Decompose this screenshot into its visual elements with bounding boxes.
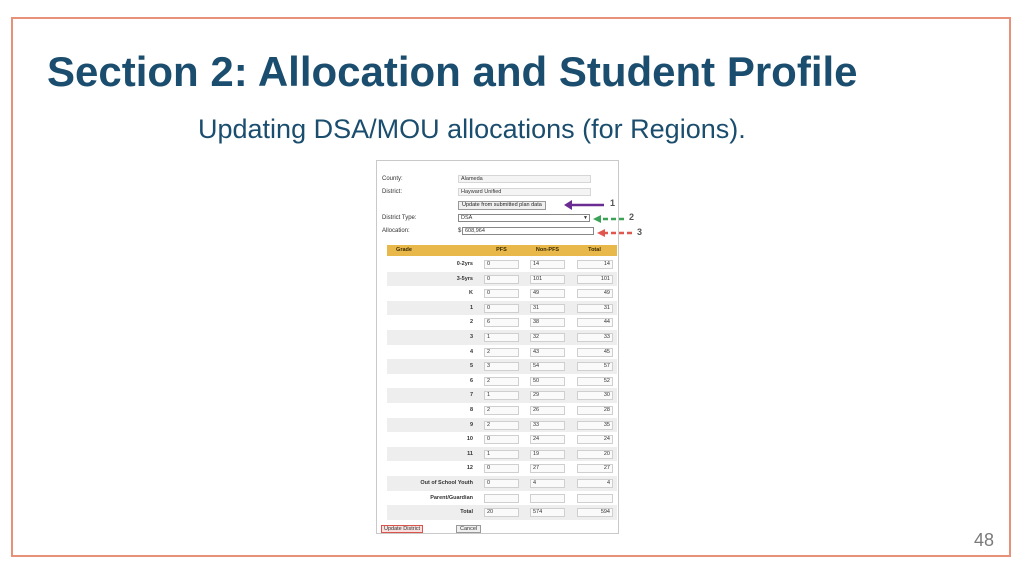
- table-row: [387, 286, 617, 301]
- total-cell: 44: [577, 318, 613, 327]
- non-pfs-cell[interactable]: 31: [530, 304, 565, 313]
- non-pfs-cell[interactable]: 101: [530, 275, 565, 284]
- pfs-cell[interactable]: 2: [484, 406, 519, 415]
- allocation-label: Allocation:: [382, 228, 410, 234]
- table-row: [387, 301, 617, 316]
- non-pfs-cell[interactable]: [530, 494, 565, 503]
- pfs-cell[interactable]: 0: [484, 260, 519, 269]
- grade-cell: 3: [469, 334, 473, 340]
- header-pfs: PFS: [496, 247, 507, 253]
- total-cell: 35: [577, 421, 613, 430]
- slide-title: Section 2: Allocation and Student Profile: [47, 48, 858, 95]
- district-type-label: District Type:: [382, 215, 417, 221]
- grade-cell: 10: [466, 436, 473, 443]
- allocation-input[interactable]: 608,964: [462, 227, 594, 235]
- allocation-currency: $: [458, 228, 462, 234]
- slide-subtitle: Updating DSA/MOU allocations (for Regions).: [198, 114, 746, 144]
- pfs-cell[interactable]: 3: [484, 362, 519, 371]
- pfs-cell[interactable]: [484, 494, 519, 503]
- non-pfs-cell[interactable]: 26: [530, 406, 565, 415]
- total-cell: 28: [577, 406, 613, 415]
- pfs-cell[interactable]: 6: [484, 318, 519, 327]
- non-pfs-cell[interactable]: 49: [530, 289, 565, 298]
- non-pfs-cell[interactable]: 32: [530, 333, 565, 342]
- callout-2: 2: [629, 212, 635, 222]
- total-cell: 57: [577, 362, 613, 371]
- non-pfs-cell[interactable]: 50: [530, 377, 565, 386]
- non-pfs-cell[interactable]: 24: [530, 435, 565, 444]
- non-pfs-cell[interactable]: 27: [530, 464, 565, 473]
- total-cell: 594: [577, 508, 613, 517]
- grade-cell: 2: [469, 319, 473, 326]
- header-grade: Grade: [396, 247, 412, 253]
- grade-cell: 5: [469, 363, 473, 370]
- total-cell: 49: [577, 289, 613, 298]
- grade-cell: Out of School Youth: [420, 480, 473, 486]
- county-field[interactable]: Alameda: [458, 175, 591, 183]
- pfs-cell[interactable]: 1: [484, 333, 519, 342]
- table-row: [387, 359, 617, 374]
- table-row: [387, 403, 617, 418]
- total-cell: 101: [577, 275, 613, 284]
- table-header: [387, 245, 617, 256]
- grade-cell: 6: [469, 377, 473, 384]
- grade-cell: 4: [469, 348, 473, 355]
- update-from-plan-button[interactable]: Update from submitted plan data: [458, 201, 546, 210]
- total-cell: 4: [577, 479, 613, 488]
- pfs-cell[interactable]: 2: [484, 421, 519, 430]
- table-row: [387, 505, 617, 520]
- pfs-cell[interactable]: 0: [484, 435, 519, 444]
- non-pfs-cell[interactable]: 54: [530, 362, 565, 371]
- grade-cell: 0-2yrs: [456, 261, 473, 267]
- pfs-cell[interactable]: 2: [484, 377, 519, 386]
- grade-cell: 8: [469, 407, 473, 413]
- district-label: District:: [382, 189, 402, 195]
- non-pfs-cell[interactable]: 38: [530, 318, 565, 327]
- district-allocation-screenshot: [376, 160, 619, 534]
- pfs-cell[interactable]: 0: [484, 289, 519, 298]
- header-total: Total: [588, 247, 601, 253]
- cancel-button[interactable]: Cancel: [456, 525, 481, 533]
- table-row: [387, 330, 617, 345]
- district-type-value: DSA: [461, 215, 473, 221]
- table-row: [387, 257, 617, 272]
- pfs-cell[interactable]: 0: [484, 464, 519, 473]
- table-row: [387, 432, 617, 447]
- grade-cell: 3-5yrs: [456, 275, 473, 282]
- table-row: [387, 345, 617, 360]
- total-cell: 24: [577, 435, 613, 444]
- update-district-button[interactable]: Update District: [381, 525, 423, 533]
- non-pfs-cell[interactable]: 4: [530, 479, 565, 488]
- grade-cell: 9: [469, 421, 473, 428]
- table-row: [387, 374, 617, 389]
- district-field[interactable]: Hayward Unified: [458, 188, 591, 196]
- total-cell: 14: [577, 260, 613, 269]
- chevron-down-icon: ▼: [583, 215, 588, 221]
- grade-cell: 1: [469, 304, 473, 311]
- total-cell: 33: [577, 333, 613, 342]
- table-row: [387, 447, 617, 462]
- pfs-cell[interactable]: 0: [484, 304, 519, 313]
- grade-cell: 12: [466, 465, 473, 472]
- table-row: [387, 418, 617, 433]
- pfs-cell[interactable]: 20: [484, 508, 519, 517]
- table-row: [387, 476, 617, 491]
- non-pfs-cell[interactable]: 43: [530, 348, 565, 357]
- table-row: [387, 315, 617, 330]
- pfs-cell[interactable]: 0: [484, 275, 519, 284]
- total-cell: 31: [577, 304, 613, 313]
- pfs-cell[interactable]: 1: [484, 450, 519, 459]
- table-row: [387, 461, 617, 476]
- table-row: [387, 388, 617, 403]
- total-cell: 20: [577, 450, 613, 459]
- non-pfs-cell[interactable]: 574: [530, 508, 565, 517]
- grade-cell: 11: [467, 450, 473, 457]
- total-cell: 27: [577, 464, 613, 473]
- total-cell: 52: [577, 377, 613, 386]
- non-pfs-cell[interactable]: 19: [530, 450, 565, 459]
- callout-3: 3: [637, 227, 643, 237]
- non-pfs-cell[interactable]: 14: [530, 260, 565, 269]
- pfs-cell[interactable]: 2: [484, 348, 519, 357]
- callout-1: 1: [610, 198, 616, 208]
- total-cell: [577, 494, 613, 503]
- table-row: [387, 272, 617, 287]
- table-row: [387, 491, 617, 506]
- grade-cell: Parent/Guardian: [430, 494, 473, 501]
- grade-cell: K: [469, 290, 473, 297]
- non-pfs-cell[interactable]: 33: [530, 421, 565, 430]
- non-pfs-cell[interactable]: 29: [530, 391, 565, 400]
- pfs-cell[interactable]: 1: [484, 391, 519, 400]
- county-label: County:: [382, 176, 403, 182]
- header-non-pfs: Non-PFS: [535, 247, 560, 253]
- district-type-select[interactable]: [458, 214, 590, 222]
- pfs-cell[interactable]: 0: [484, 479, 519, 488]
- grade-cell: Total: [460, 509, 473, 516]
- grade-cell: 7: [469, 392, 473, 399]
- total-cell: 45: [577, 348, 613, 357]
- page-number: 48: [973, 530, 994, 550]
- total-cell: 30: [577, 391, 613, 400]
